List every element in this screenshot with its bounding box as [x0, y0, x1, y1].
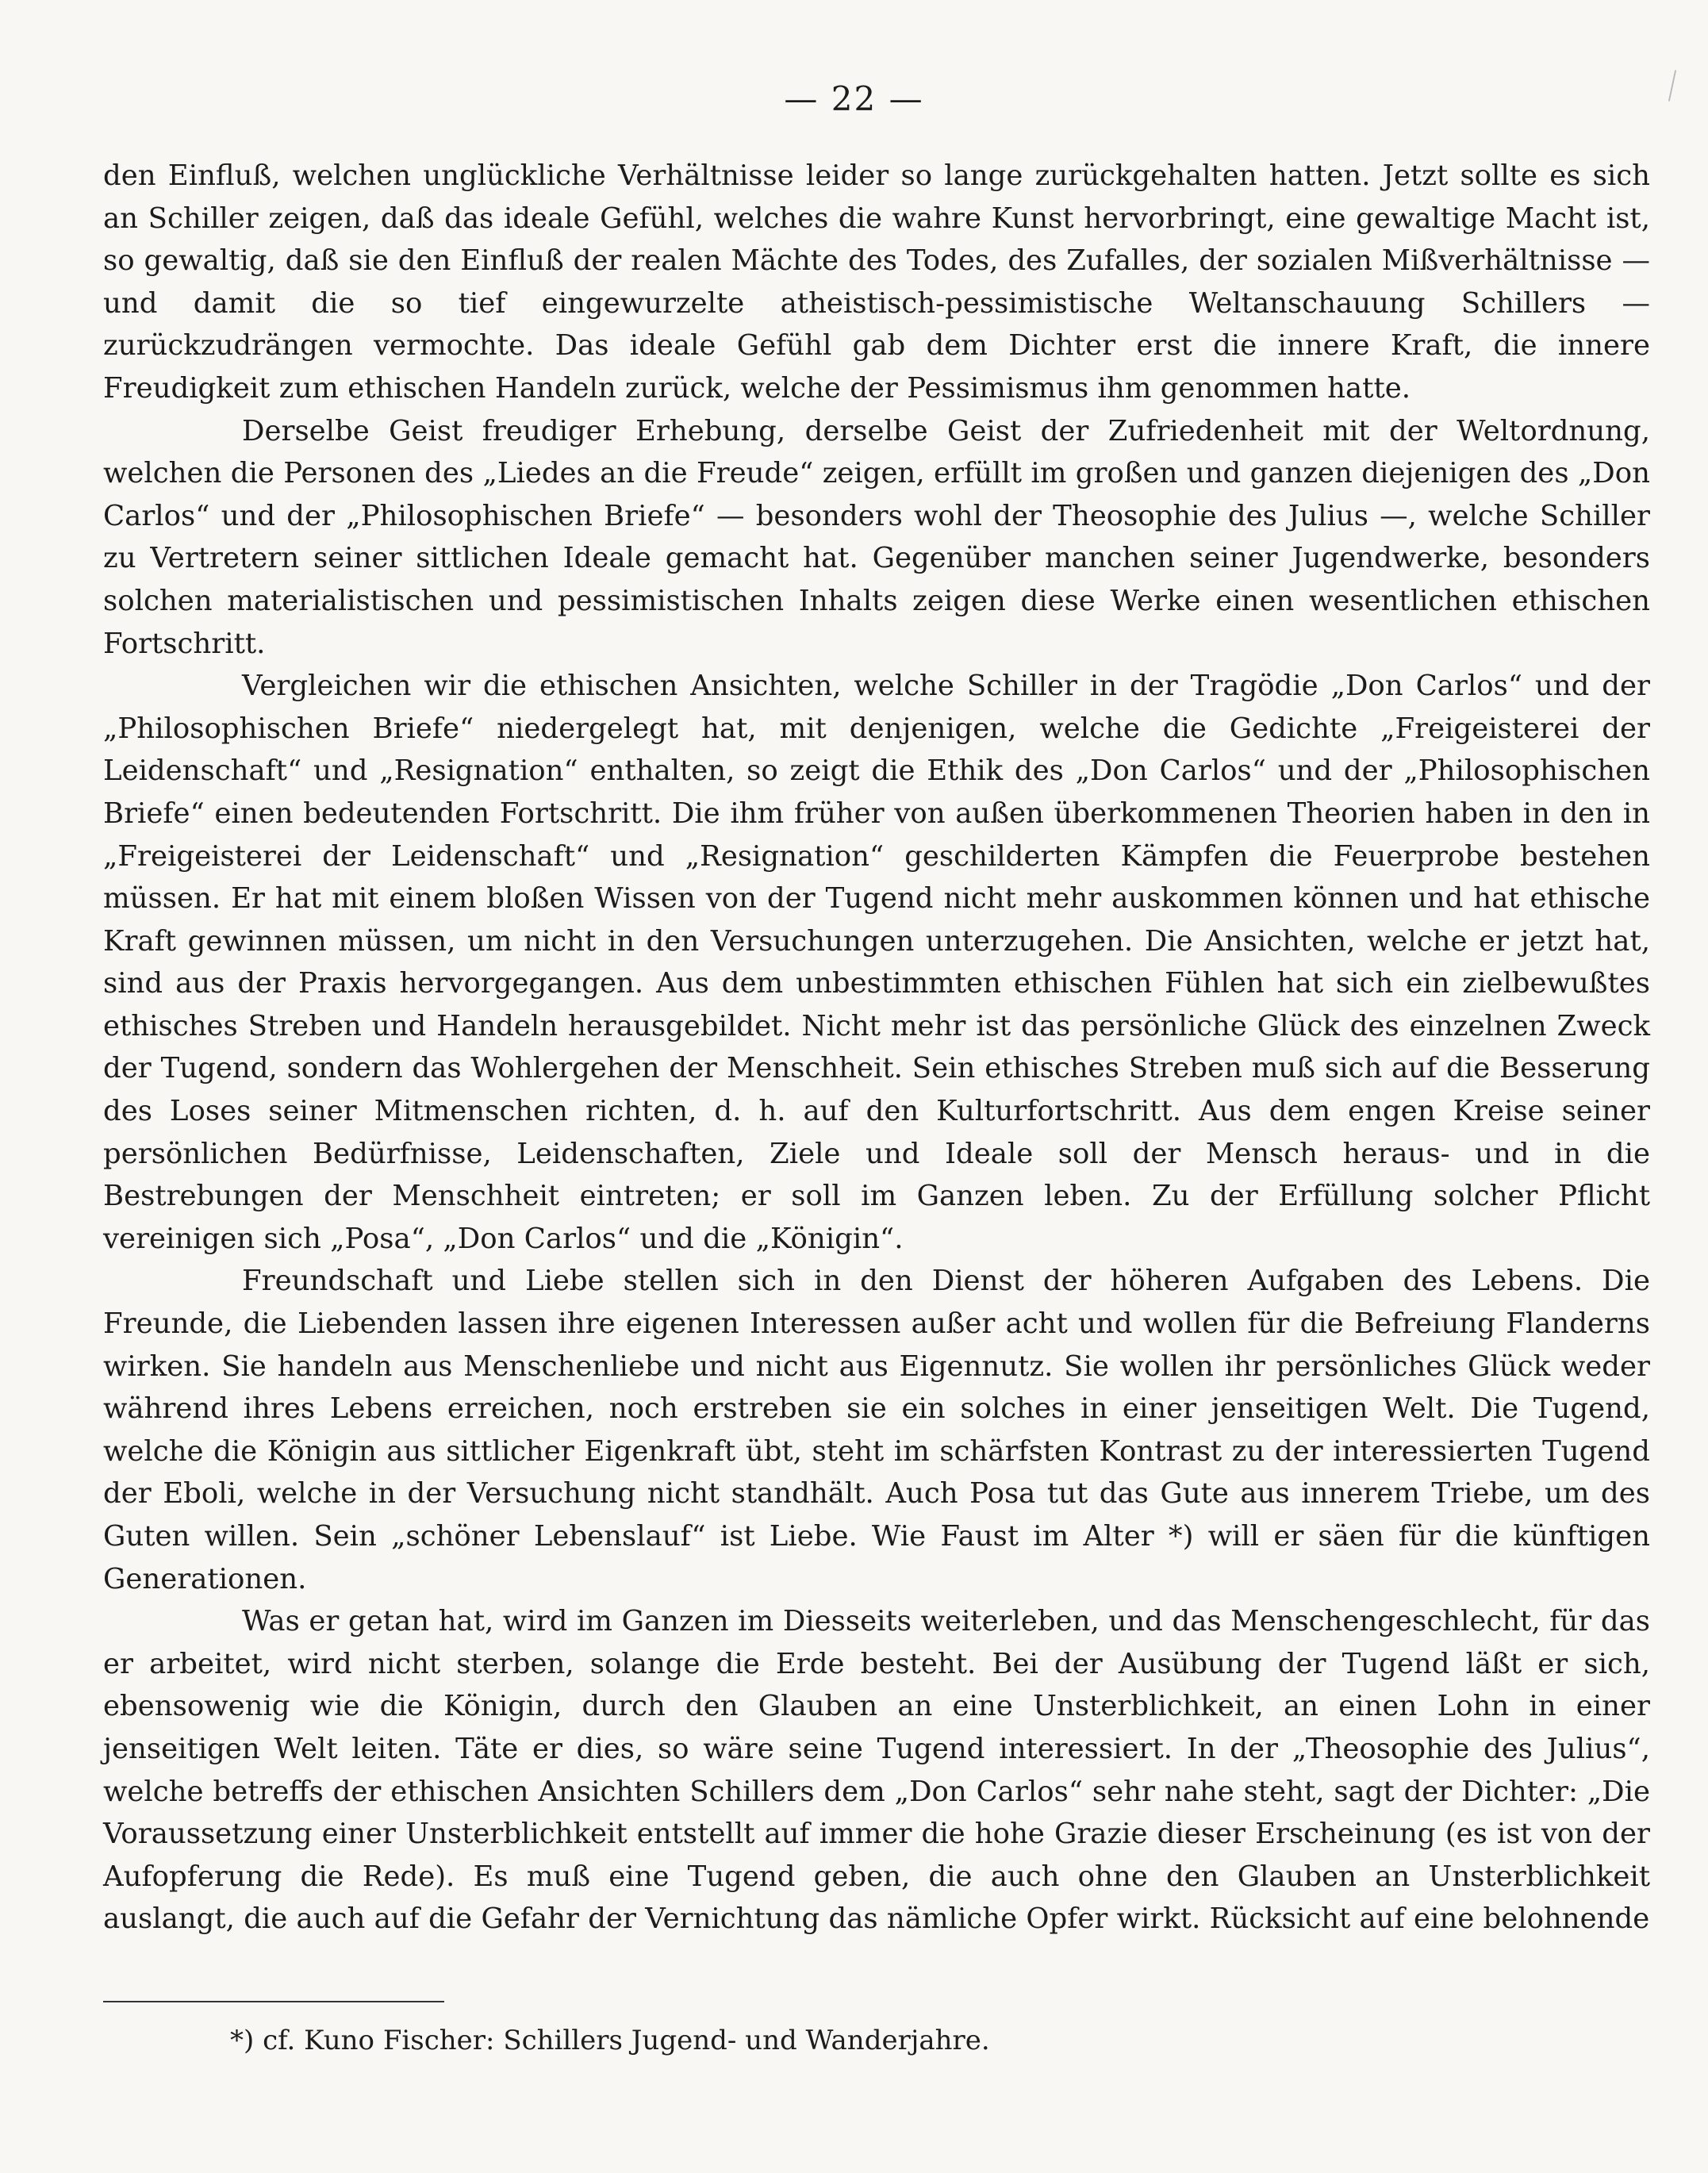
paragraph-4: Freundschaft und Liebe stellen sich in den Dienst der höheren Aufgaben des Lebens. Die Freunde, die Liebenden lassen ihre eigenen Interessen außer acht und wollen für die Befreiung Flanderns wirken. Sie handeln aus Menschenliebe und nicht aus Eigennutz. Sie wollen ihr persönliches Glück weder während ihres Lebens erreichen, noch erstreben sie ein solches in einer jenseitigen Welt. Die Tugend, welche die Königin aus sittlicher Eigenkraft übt, steht im schärfsten Kontrast zu der interessierten Tugend der Eboli, welche in der Versuchung nicht standhält. Auch Posa tut das Gute aus innerem Triebe, um des Guten willen. Sein „schöner Lebenslauf“ ist Liebe. Wie Faust im Alter *) will er säen für die künftigen Generationen.: [103, 1265, 1650, 1595]
footnote: *) cf. Kuno Fischer: Schillers Jugend- und Wanderjahre.: [230, 2025, 990, 2056]
footnote-divider: [103, 2001, 444, 2002]
paragraph-3: Vergleichen wir die ethischen Ansichten, welche Schiller in der Tragödie „Don Carlos“ und der „Philosophischen Briefe“ niedergelegt hat, mit denjenigen, welche die Gedichte „Freigeisterei der Leidenschaft“ und „Resignation“ enthalten, so zeigt die Ethik des „Don Carlos“ und der „Philosophischen Briefe“ einen bedeutenden Fortschritt. Die ihm früher von außen überkommenen Theorien haben in den in „Freigeisterei der Leidenschaft“ und „Resignation“ geschilderten Kämpfen die Feuerprobe bestehen müssen. Er hat mit einem bloßen Wissen von der Tugend nicht mehr auskommen können und hat ethische Kraft gewinnen müssen, um nicht in den Versuchungen unterzugehen. Die Ansichten, welche er jetzt hat, sind aus der Praxis hervorgegangen. Aus dem unbestimmten ethischen Fühlen hat sich ein zielbewußtes ethisches Streben und Handeln herausgebildet. Nicht mehr ist das persönliche Glück des einzelnen Zweck der Tugend, sondern das Wohlergehen der Menschheit. Sein ethisches Streben muß sich auf die Besserung des Loses seiner Mitmenschen richten, d. h. auf den Kulturfortschritt. Aus dem engen Kreise seiner persönlichen Bedürfnisse, Leidenschaften, Ziele und Ideale soll der Mensch heraus- und in die Bestrebungen der Menschheit eintreten; er soll im Ganzen leben. Zu der Erfüllung solcher Pflicht vereinigen sich „Posa“, „Don Carlos“ und die „Königin“.: [103, 670, 1650, 1255]
paragraph-1: den Einfluß, welchen unglückliche Verhältnisse leider so lange zurückgehalten hatten. Jetzt sollte es sich an Schiller zeigen, daß das ideale Gefühl, welches die wahre Kunst hervorbringt, eine gewaltige Macht ist, so gewaltig, daß sie den Einfluß der realen Mächte des Todes, des Zufalles, der sozialen Mißverhältnisse — und damit die so tief eingewurzelte atheistisch-pessimistische Weltanschauung Schillers — zurückzudrängen vermochte. Das ideale Gefühl gab dem Dichter erst die innere Kraft, die innere Freudigkeit zum ethischen Handeln zurück, welche der Pessimismus ihm genommen hatte.: [103, 159, 1650, 405]
paragraph-5: Was er getan hat, wird im Ganzen im Diesseits weiterleben, und das Menschengeschlecht, für das er arbeitet, wird nicht sterben, solange die Erde besteht. Bei der Ausübung der Tugend läßt er sich, ebensowenig wie die Königin, durch den Glauben an eine Unsterblichkeit, an einen Lohn in einer jenseitigen Welt leiten. Täte er dies, so wäre seine Tugend interessiert. In der „Theosophie des Julius“, welche betreffs der ethischen Ansichten Schillers dem „Don Carlos“ sehr nahe steht, sagt der Dichter: „Die Voraussetzung einer Unsterblichkeit entstellt auf immer die hohe Grazie dieser Erscheinung (es ist von der Aufopferung die Rede). Es muß eine Tugend geben, die auch ohne den Glauben an Unsterblichkeit auslangt, die auch auf die Gefahr der Vernichtung das nämliche Opfer wirkt. Rücksicht auf eine belohnende: [103, 1605, 1650, 1936]
body-text: [103, 155, 1650, 1941]
page-number: — 22 —: [784, 79, 924, 118]
paragraph-2: Derselbe Geist freudiger Erhebung, derselbe Geist der Zufriedenheit mit der Weltordnung, welchen die Personen des „Liedes an die Freude“ zeigen, erfüllt im großen und ganzen diejenigen des „Don Carlos“ und der „Philosophischen Briefe“ — besonders wohl der Theosophie des Julius —, welche Schiller zu Vertretern seiner sittlichen Ideale gemacht hat. Gegenüber manchen seiner Jugendwerke, besonders solchen materialistischen und pessimistischen Inhalts zeigen diese Werke einen wesentlichen ethischen Fortschritt.: [103, 414, 1650, 660]
